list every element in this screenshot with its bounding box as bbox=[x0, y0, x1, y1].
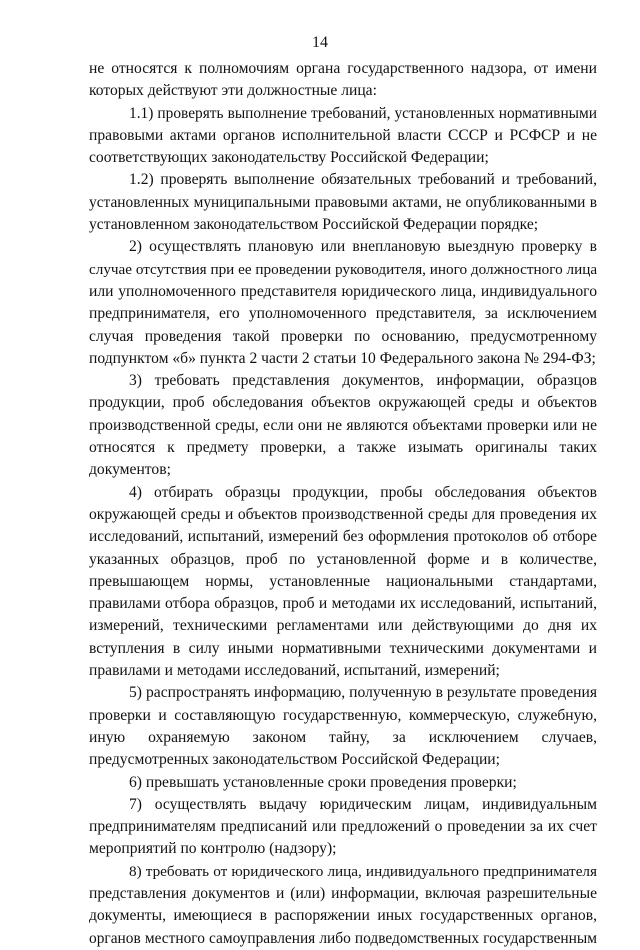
text-line: производственной среды, если они не являются объектами проверки или не bbox=[89, 416, 597, 434]
text-line: установленном законодательством Российской Федерации порядке; bbox=[89, 216, 539, 234]
text-line: случая проведения такой проверки по основанию, предусмотренному bbox=[89, 327, 597, 345]
text-line: или уполномоченного представителя юридического лица, индивидуального bbox=[89, 282, 597, 300]
text-line: документов; bbox=[89, 461, 171, 479]
text-line: не относятся к полномочиям органа государственного надзора, от имени bbox=[89, 60, 597, 77]
text-line: случае отсутствия при ее проведении руководителя, иного должностного лица bbox=[89, 260, 597, 278]
text-line: вступления в силу иными нормативными техническими документами и bbox=[89, 639, 597, 657]
text-line: 7) осуществлять выдачу юридическим лицам, индивидуальным bbox=[129, 795, 597, 813]
text-line: превышающем нормы, установленные национальными стандартами, bbox=[89, 572, 597, 590]
text-line: представления документов и (или) информации, включая разрешительные bbox=[89, 884, 597, 902]
text-line: 1.2) проверять выполнение обязательных требований и требований, bbox=[129, 171, 597, 189]
text-line: правовыми актами органов исполнительной власти СССР и РСФСР и не bbox=[89, 126, 597, 144]
text-line: подпунктом «б» пункта 2 части 2 статьи 10 Федерального закона № 294-ФЗ; bbox=[89, 349, 596, 367]
text-line: 3) требовать представления документов, информации, образцов bbox=[129, 372, 597, 390]
text-line: мероприятий по контролю (надзору); bbox=[89, 840, 337, 858]
text-line: которых действуют эти должностные лица: bbox=[89, 82, 377, 100]
text-line: 1.1) проверять выполнение требований, установленных нормативными bbox=[129, 104, 597, 122]
text-line: относятся к предмету проверки, а также изымать оригиналы таких bbox=[89, 439, 597, 457]
text-line: органов местного самоуправления либо подведомственных государственным bbox=[89, 929, 597, 947]
text-line: 2) осуществлять плановую или внеплановую выездную проверку в bbox=[129, 238, 597, 256]
text-line: иную охраняемую законом тайну, за исключением случаев, bbox=[89, 728, 597, 746]
text-line: окружающей среды и объектов производственной среды для проведения их bbox=[89, 505, 597, 523]
text-line: предпринимателям предписаний или предложений о проведении за их счет bbox=[89, 818, 597, 836]
document-body bbox=[89, 58, 597, 950]
page-number: 14 bbox=[312, 34, 328, 51]
text-line: измерений, техническими регламентами или действующими до дня их bbox=[89, 617, 597, 635]
text-line: 5) распространять информацию, полученную в результате проведения bbox=[129, 684, 597, 702]
text-line: 8) требовать от юридического лица, индивидуального предпринимателя bbox=[129, 862, 597, 880]
text-line: установленных муниципальными правовыми актами, не опубликованными в bbox=[89, 193, 597, 211]
text-line: исследований, испытаний, измерений без оформления протоколов об отборе bbox=[89, 528, 597, 546]
text-line: продукции, проб обследования объектов окружающей среды и объектов bbox=[89, 394, 597, 412]
text-line: 6) превышать установленные сроки проведения проверки; bbox=[129, 773, 517, 791]
text-line: документы, имеющиеся в распоряжении иных государственных органов, bbox=[89, 907, 597, 925]
text-line: 4) отбирать образцы продукции, пробы обследования объектов bbox=[129, 483, 597, 501]
text-line: соответствующих законодательству Российской Федерации; bbox=[89, 149, 489, 167]
text-line: правилами и методами исследований, испытаний, измерений; bbox=[89, 662, 500, 680]
text-line: проверки и составляющую государственную, коммерческую, служебную, bbox=[89, 706, 597, 724]
text-line: предусмотренных законодательством Российской Федерации; bbox=[89, 751, 500, 769]
text-line: указанных образцов, проб по установленной форме и в количестве, bbox=[89, 550, 597, 568]
text-line: предпринимателя, его уполномоченного представителя, за исключением bbox=[89, 305, 597, 323]
text-line: правилами отбора образцов, проб и методами их исследований, испытаний, bbox=[89, 595, 597, 613]
